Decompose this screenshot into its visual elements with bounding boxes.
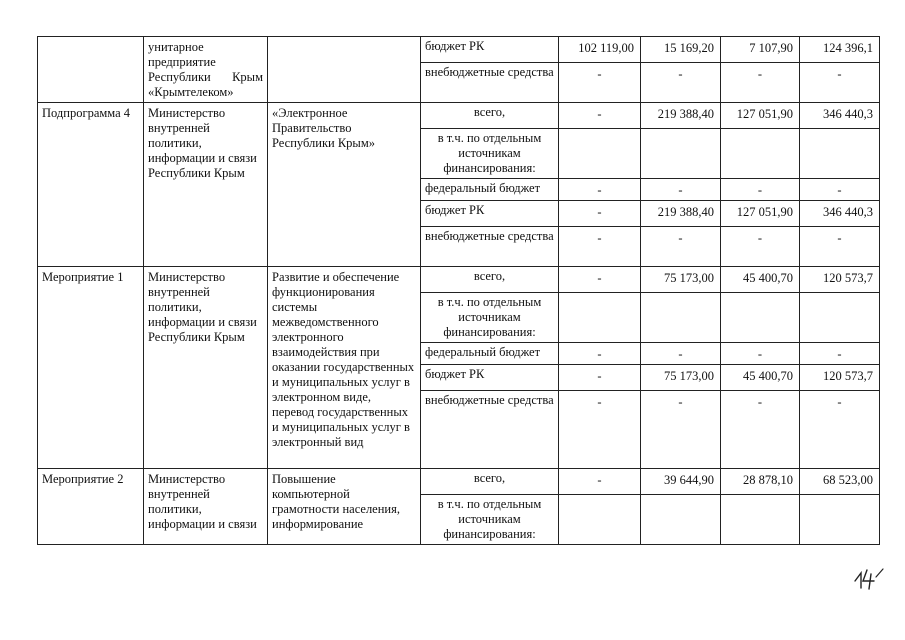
event-name-cell <box>268 37 421 103</box>
amount-cell-3: 127 051,90 <box>721 103 800 129</box>
amount-cell-3: 45 400,70 <box>721 365 800 391</box>
amount-cell-1 <box>559 495 641 545</box>
amount-cell-4 <box>800 129 880 179</box>
financing-table <box>37 36 880 545</box>
table-row <box>38 267 880 293</box>
executor-line: предприятие <box>148 55 216 69</box>
amount-cell-3: 7 107,90 <box>721 37 800 63</box>
executor-line: «Крымтелеком» <box>148 85 234 99</box>
amount-cell-3: - <box>721 391 800 469</box>
handwritten-page-number <box>852 566 886 590</box>
table-row <box>38 469 880 495</box>
amount-cell-4: - <box>800 63 880 103</box>
funding-source-cell: в т.ч. по отдельным источникам финансирования: <box>421 129 559 179</box>
funding-source-cell: в т.ч. по отдельным источникам финансирования: <box>421 495 559 545</box>
program-label-cell <box>38 37 144 103</box>
amount-cell-1: - <box>559 391 641 469</box>
executor-cell: Министерство внутренней политики, информации и связи Республики Крым <box>144 267 268 469</box>
amount-cell-1: - <box>559 179 641 201</box>
funding-source-cell: всего, <box>421 469 559 495</box>
amount-cell-3: - <box>721 227 800 267</box>
executor-cell: Министерство внутренней политики, информации и связи Республики Крым <box>144 103 268 267</box>
amount-cell-1: - <box>559 469 641 495</box>
amount-cell-2: - <box>641 391 721 469</box>
amount-cell-1 <box>559 293 641 343</box>
funding-source-cell: федеральный бюджет <box>421 343 559 365</box>
funding-source-cell: внебюджетные средства <box>421 227 559 267</box>
funding-source-cell: бюджет РК <box>421 365 559 391</box>
amount-cell-1: - <box>559 365 641 391</box>
event-name-cell: «Электронное Правительство Республики Крым» <box>268 103 421 267</box>
executor-line: унитарное <box>148 40 204 54</box>
amount-cell-2: - <box>641 343 721 365</box>
amount-cell-3: - <box>721 343 800 365</box>
amount-cell-2: 75 173,00 <box>641 267 721 293</box>
amount-cell-2: 75 173,00 <box>641 365 721 391</box>
amount-cell-2: 219 388,40 <box>641 201 721 227</box>
funding-source-cell: внебюджетные средства <box>421 63 559 103</box>
amount-cell-4 <box>800 495 880 545</box>
amount-cell-1: - <box>559 201 641 227</box>
amount-cell-2: - <box>641 179 721 201</box>
amount-cell-2 <box>641 495 721 545</box>
amount-cell-1: 102 119,00 <box>559 37 641 63</box>
amount-cell-3: 45 400,70 <box>721 267 800 293</box>
amount-cell-3: - <box>721 63 800 103</box>
program-label-cell: Мероприятие 2 <box>38 469 144 545</box>
program-label-cell: Подпрограмма 4 <box>38 103 144 267</box>
funding-source-cell: бюджет РК <box>421 201 559 227</box>
funding-source-cell: в т.ч. по отдельным источникам финансирования: <box>421 293 559 343</box>
amount-cell-4: - <box>800 391 880 469</box>
amount-cell-4: 346 440,3 <box>800 201 880 227</box>
amount-cell-4: 68 523,00 <box>800 469 880 495</box>
amount-cell-2: 39 644,90 <box>641 469 721 495</box>
funding-source-cell: внебюджетные средства <box>421 391 559 469</box>
funding-source-cell: всего, <box>421 267 559 293</box>
amount-cell-2: - <box>641 227 721 267</box>
amount-cell-2 <box>641 129 721 179</box>
amount-cell-1 <box>559 129 641 179</box>
executor-line: Республики Крым <box>148 70 263 84</box>
amount-cell-4: 120 573,7 <box>800 365 880 391</box>
amount-cell-4: - <box>800 343 880 365</box>
amount-cell-1: - <box>559 103 641 129</box>
amount-cell-1: - <box>559 227 641 267</box>
amount-cell-4: - <box>800 179 880 201</box>
funding-source-cell: бюджет РК <box>421 37 559 63</box>
table-row <box>38 37 880 63</box>
funding-source-cell: федеральный бюджет <box>421 179 559 201</box>
amount-cell-4: 346 440,3 <box>800 103 880 129</box>
table-row <box>38 103 880 129</box>
amount-cell-3 <box>721 495 800 545</box>
amount-cell-1: - <box>559 63 641 103</box>
amount-cell-4: - <box>800 227 880 267</box>
amount-cell-1: - <box>559 343 641 365</box>
amount-cell-2 <box>641 293 721 343</box>
funding-source-cell: всего, <box>421 103 559 129</box>
amount-cell-3: - <box>721 179 800 201</box>
event-name-cell: Повышение компьютерной грамотности населения, информирование <box>268 469 421 545</box>
amount-cell-3: 28 878,10 <box>721 469 800 495</box>
amount-cell-3 <box>721 293 800 343</box>
amount-cell-4: 120 573,7 <box>800 267 880 293</box>
amount-cell-2: 219 388,40 <box>641 103 721 129</box>
executor-cell <box>144 37 268 103</box>
amount-cell-2: 15 169,20 <box>641 37 721 63</box>
executor-cell: Министерство внутренней политики, информации и связи <box>144 469 268 545</box>
program-label-cell: Мероприятие 1 <box>38 267 144 469</box>
amount-cell-4: 124 396,1 <box>800 37 880 63</box>
amount-cell-1: - <box>559 267 641 293</box>
amount-cell-3: 127 051,90 <box>721 201 800 227</box>
amount-cell-2: - <box>641 63 721 103</box>
amount-cell-3 <box>721 129 800 179</box>
event-name-cell: Развитие и обеспечение функционирования системы межведомственного электронного взаимодействия при оказании государственных и муниципальных услуг в электронном виде, перевод государственных и муниципальных услуг в электронный вид <box>268 267 421 469</box>
amount-cell-4 <box>800 293 880 343</box>
